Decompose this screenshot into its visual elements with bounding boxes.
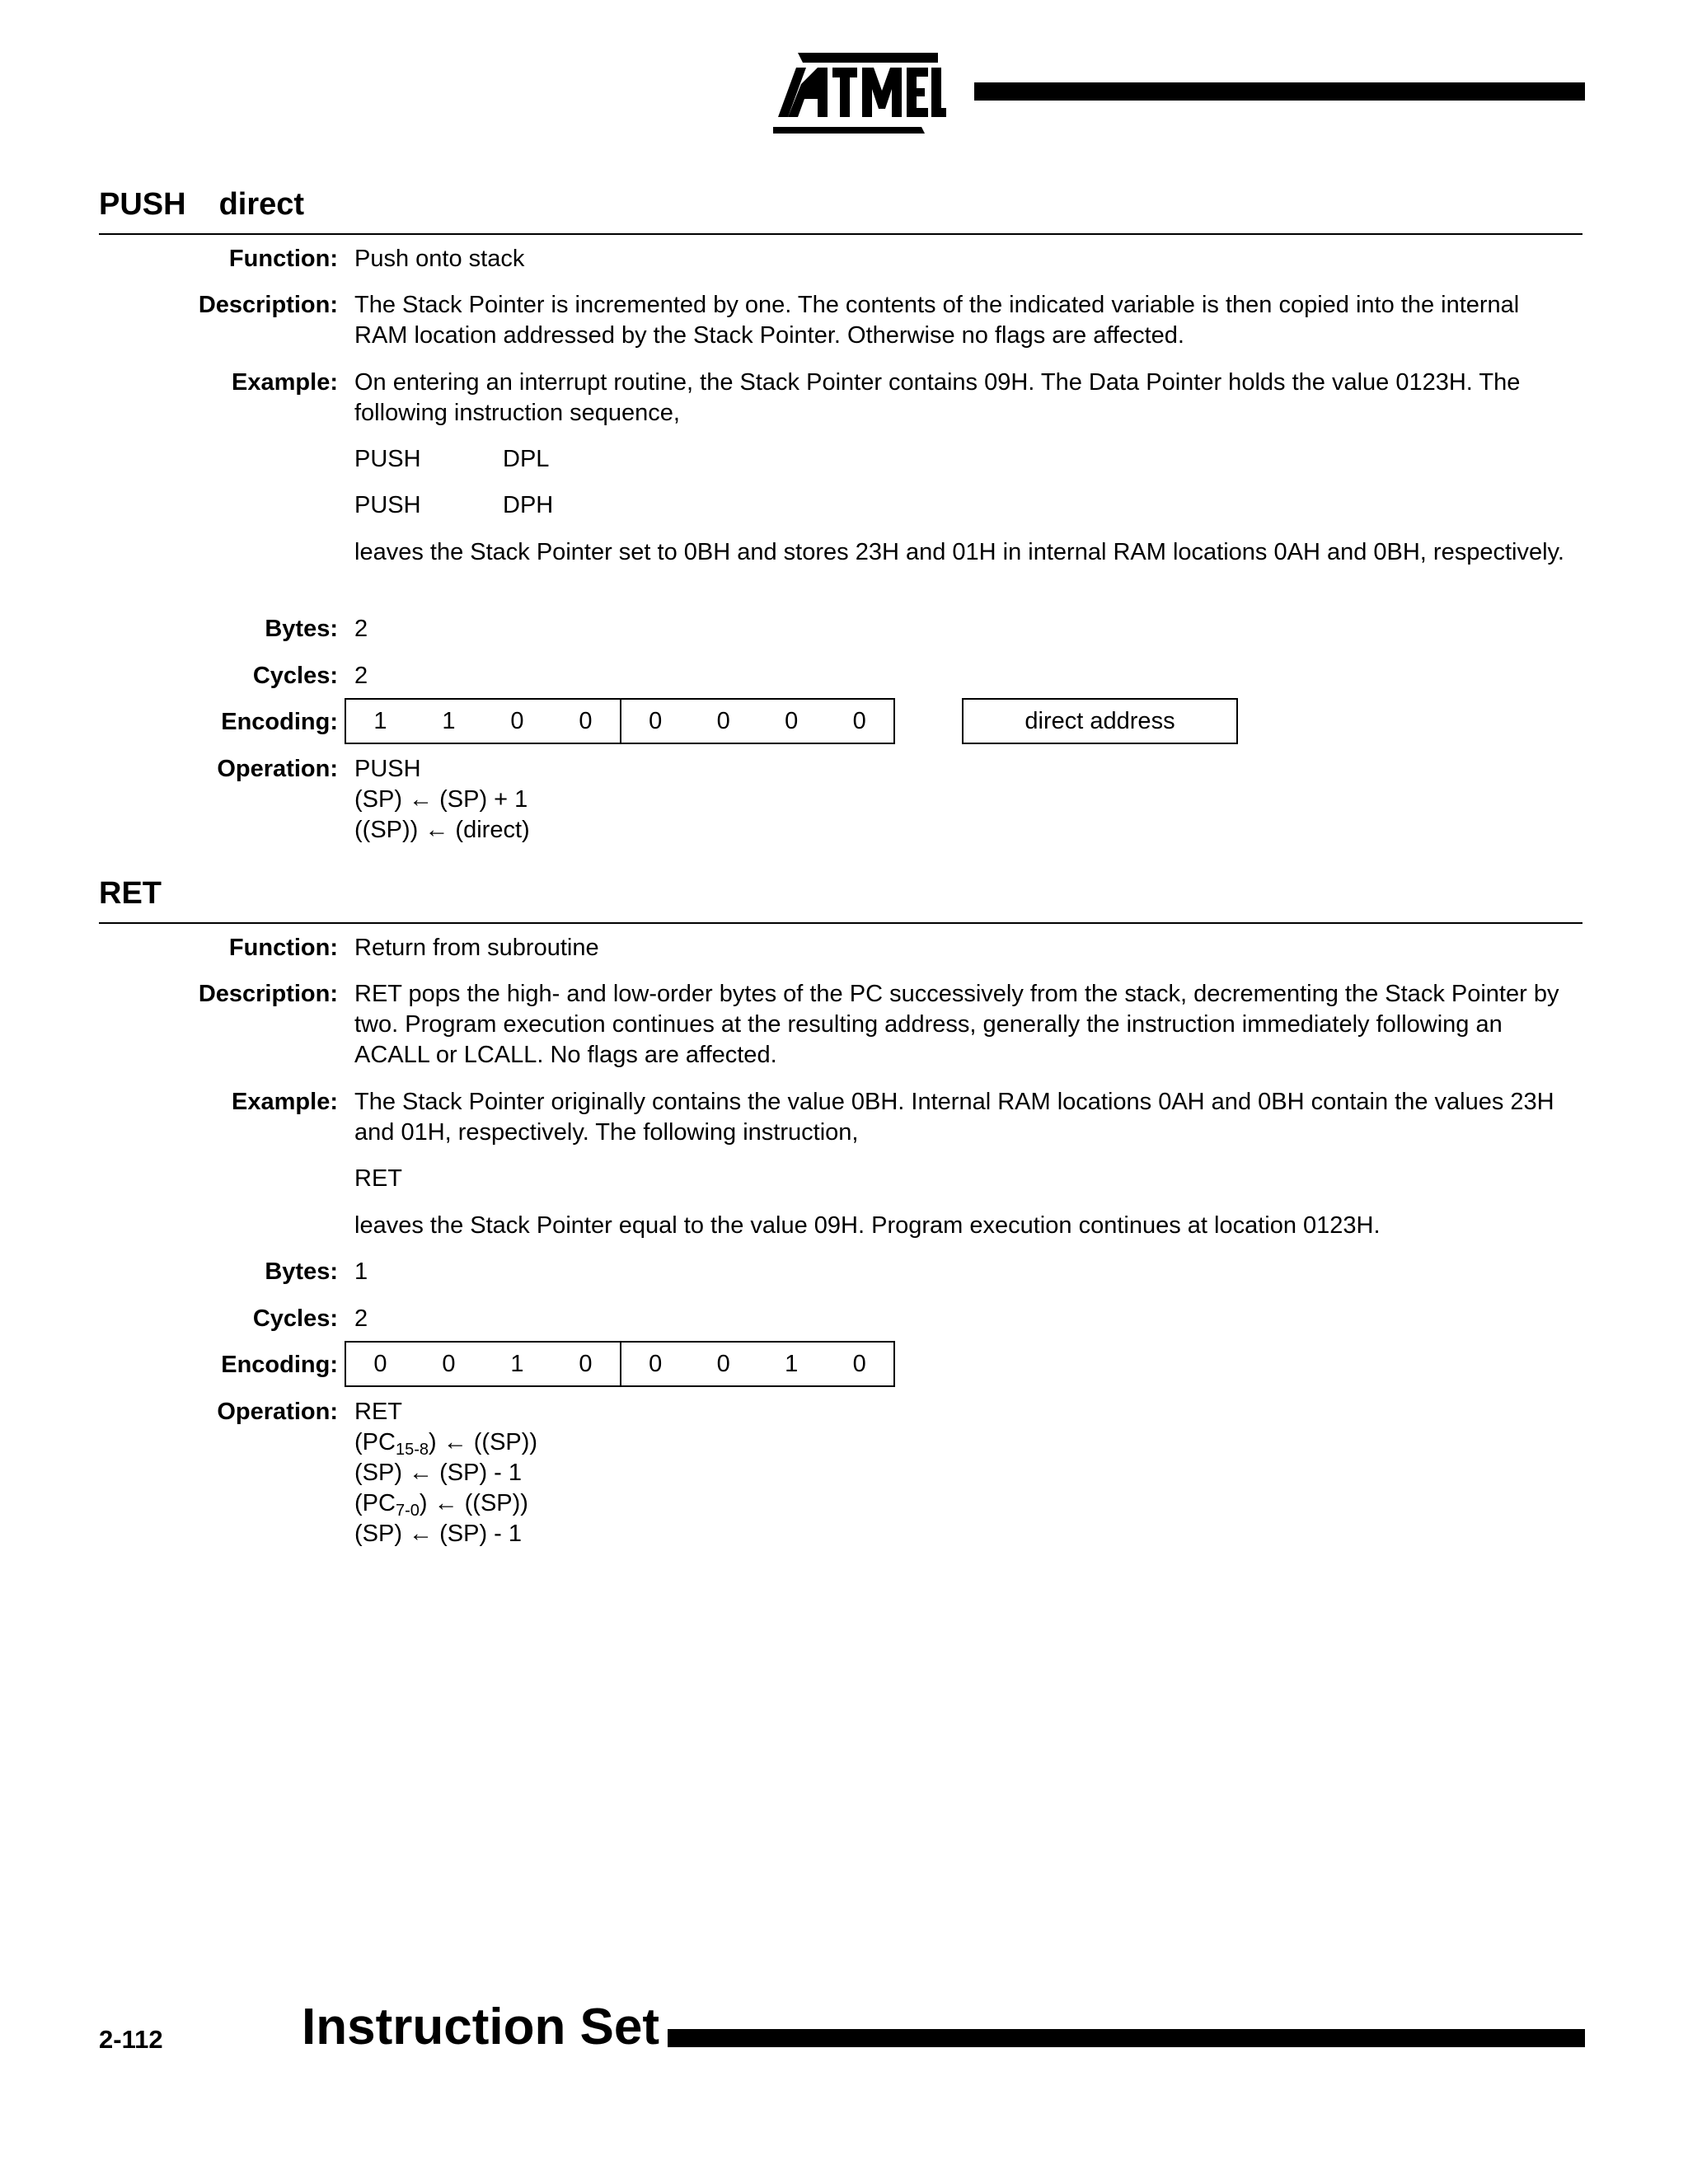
push-encoding-high-nibble bbox=[346, 700, 620, 743]
operation-line: (SP) ← (SP) - 1 bbox=[354, 1460, 523, 1486]
push-description-label: Description: bbox=[198, 292, 338, 318]
push-function: Push onto stack bbox=[354, 246, 525, 272]
push-encoding-byte bbox=[345, 698, 895, 744]
push-bytes: 2 bbox=[354, 616, 368, 642]
encoding-bit: 0 bbox=[510, 708, 524, 734]
push-operand: direct bbox=[218, 187, 305, 222]
operation-line: $(PC_{15-8})$ ← ((SP)) bbox=[354, 1429, 538, 1459]
encoding-bit: 0 bbox=[852, 1351, 866, 1377]
push-code-mnemonic: PUSH bbox=[354, 446, 421, 472]
push-example-result: leaves the Stack Pointer set to 0BH and stores 23H and 01H in internal RAM locations 0AH and 0BH, respectively. bbox=[354, 539, 1564, 565]
encoding-bit: 0 bbox=[716, 708, 730, 734]
push-heading bbox=[99, 186, 304, 223]
ret-bytes: 1 bbox=[354, 1258, 368, 1285]
ret-cycles: 2 bbox=[354, 1305, 368, 1332]
encoding-bit: 1 bbox=[442, 708, 456, 734]
ret-description-label: Description: bbox=[198, 981, 338, 1007]
push-bytes-label: Bytes: bbox=[265, 616, 338, 642]
encoding-bit: 1 bbox=[373, 708, 387, 734]
encoding-bit: 0 bbox=[579, 1351, 593, 1377]
encoding-bit: 0 bbox=[649, 1351, 663, 1377]
operation-line: $(PC_{7-0})$ ← ((SP)) bbox=[354, 1490, 528, 1520]
push-section-rule bbox=[99, 233, 1582, 235]
encoding-bit: 0 bbox=[716, 1351, 730, 1377]
push-operation bbox=[354, 754, 530, 846]
push-encoding-operand-byte: direct address bbox=[962, 698, 1238, 744]
encoding-bit: 0 bbox=[442, 1351, 456, 1377]
ret-encoding-byte bbox=[345, 1341, 895, 1387]
push-code-operand: DPH bbox=[503, 492, 554, 518]
push-code-mnemonic: PUSH bbox=[354, 492, 421, 518]
push-operation-label: Operation: bbox=[217, 756, 338, 782]
push-cycles: 2 bbox=[354, 663, 368, 689]
ret-code: RET bbox=[354, 1165, 402, 1192]
ret-operation bbox=[354, 1397, 537, 1549]
push-mnemonic: PUSH bbox=[99, 187, 186, 222]
push-encoding-label: Encoding: bbox=[221, 709, 338, 735]
push-example: On entering an interrupt routine, the Stack Pointer contains 09H. The Data Pointer holds the value 0123H. The following instruction sequence, bbox=[354, 369, 1521, 426]
operation-line: RET bbox=[354, 1399, 402, 1425]
push-cycles-label: Cycles: bbox=[252, 663, 338, 689]
push-encoding-low-nibble bbox=[620, 700, 893, 743]
ret-bytes-label: Bytes: bbox=[265, 1258, 338, 1285]
ret-example: The Stack Pointer originally contains the value 0BH. Internal RAM locations 0AH and 0BH contain the values 23H and 01H, respectively. The following instruction, bbox=[354, 1089, 1554, 1146]
ret-function-label: Function: bbox=[228, 935, 338, 961]
operation-line: PUSH bbox=[354, 756, 421, 782]
push-description: The Stack Pointer is incremented by one. The contents of the indicated variable is then copied into the internal RAM location addressed by the Stack Pointer. Otherwise no flags are affected. bbox=[354, 292, 1520, 349]
push-example-label: Example: bbox=[232, 369, 338, 396]
footer-rule bbox=[668, 2029, 1585, 2047]
encoding-bit: 1 bbox=[510, 1351, 524, 1377]
ret-function: Return from subroutine bbox=[354, 935, 599, 961]
push-function-label: Function: bbox=[228, 246, 338, 272]
operation-line: (SP) ← (SP) + 1 bbox=[354, 786, 528, 813]
encoding-bit: 0 bbox=[852, 708, 866, 734]
ret-example-result: leaves the Stack Pointer equal to the value 09H. Program execution continues at location 0123H. bbox=[354, 1212, 1381, 1239]
operation-line: (SP) ← (SP) - 1 bbox=[354, 1521, 523, 1547]
header-rule bbox=[974, 82, 1585, 101]
encoding-bit: 0 bbox=[373, 1351, 387, 1377]
footer-title: Instruction Set bbox=[302, 1999, 660, 2055]
ret-heading: RET bbox=[99, 876, 162, 911]
ret-encoding-low-nibble bbox=[620, 1343, 893, 1385]
ret-encoding-label: Encoding: bbox=[221, 1352, 338, 1378]
page-number: 2-112 bbox=[99, 2025, 163, 2054]
ret-operation-label: Operation: bbox=[217, 1399, 338, 1425]
ret-section-rule bbox=[99, 922, 1582, 924]
encoding-bit: 0 bbox=[579, 708, 593, 734]
encoding-bit: 1 bbox=[785, 1351, 799, 1377]
atmel-logo bbox=[773, 51, 946, 137]
ret-example-label: Example: bbox=[232, 1089, 338, 1115]
ret-cycles-label: Cycles: bbox=[252, 1305, 338, 1332]
ret-description: RET pops the high- and low-order bytes of the PC successively from the stack, decrementing the Stack Pointer by two. Program execution continues at the resulting address, generally the instruction immediately following an ACALL or LCALL. No flags are affected. bbox=[354, 981, 1559, 1068]
push-code-operand: DPL bbox=[503, 446, 550, 472]
operation-line: ((SP)) ← (direct) bbox=[354, 817, 530, 843]
encoding-bit: 0 bbox=[785, 708, 799, 734]
ret-encoding-high-nibble bbox=[346, 1343, 620, 1385]
encoding-bit: 0 bbox=[649, 708, 663, 734]
